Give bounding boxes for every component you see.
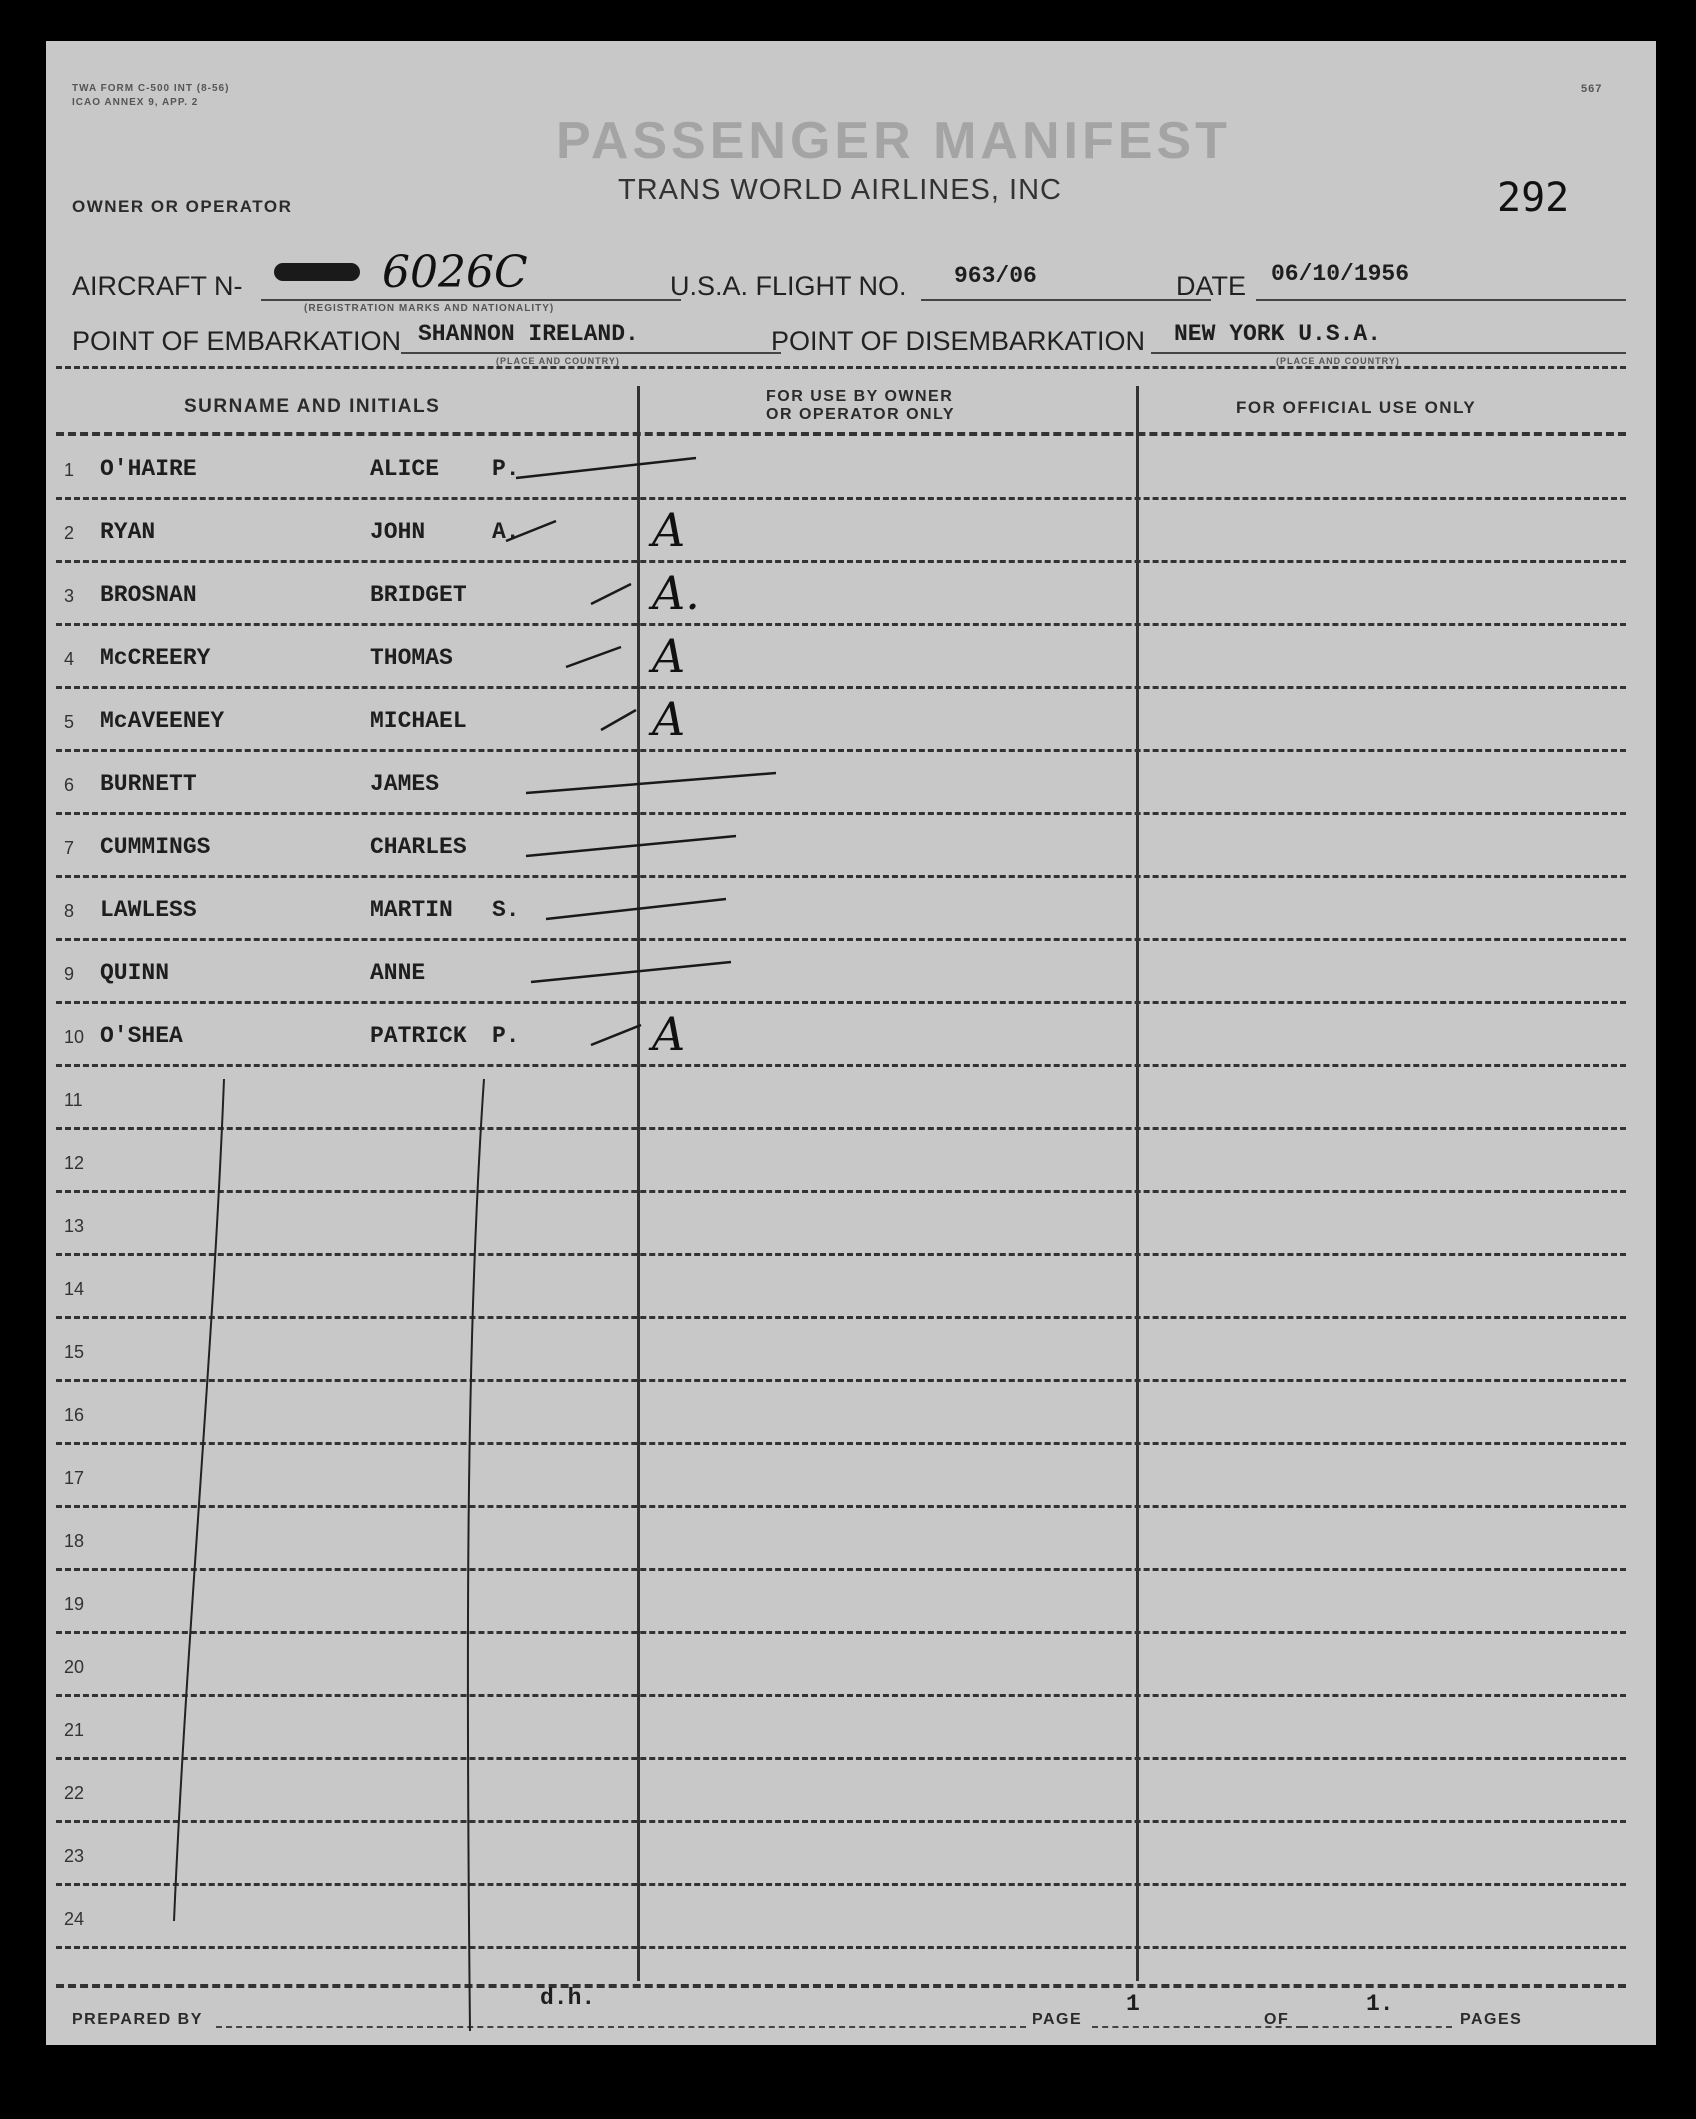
row-number: 18	[64, 1531, 85, 1551]
admission-mark: A	[652, 629, 686, 683]
row-number: 22	[64, 1783, 85, 1803]
row-number: 4	[64, 649, 75, 669]
passenger-surname: O'SHEA	[100, 1023, 183, 1049]
row-number: 11	[64, 1090, 83, 1110]
passenger-given-name: JAMES	[370, 771, 440, 797]
row-number: 23	[64, 1846, 85, 1866]
row-number: 21	[64, 1720, 85, 1740]
page-label: PAGE	[1032, 2011, 1083, 2028]
vertical-ink-stroke-left	[174, 1079, 224, 1921]
ink-dash-stroke	[506, 521, 556, 541]
passenger-given-name: THOMAS	[370, 645, 453, 671]
flight-label: U.S.A. FLIGHT NO.	[670, 271, 907, 301]
registration-note: (REGISTRATION MARKS AND NATIONALITY)	[304, 303, 555, 314]
row-number: 2	[64, 523, 75, 543]
admission-mark: A.	[652, 566, 700, 620]
ink-dash-stroke	[566, 647, 621, 667]
passenger-initial: A.	[492, 519, 520, 545]
ink-dash-stroke	[531, 962, 731, 982]
ink-dash-stroke	[516, 458, 696, 478]
row-number: 19	[64, 1594, 85, 1614]
row-number: 7	[64, 838, 75, 858]
row-number: 24	[64, 1909, 85, 1929]
row-number: 1	[64, 460, 75, 480]
passenger-given-name: ANNE	[370, 960, 426, 986]
disembarkation-label: POINT OF DISEMBARKATION	[771, 326, 1146, 356]
form-id-line2: ICAO ANNEX 9, APP. 2	[72, 97, 199, 108]
manifest-title: PASSENGER MANIFEST	[556, 112, 1231, 170]
ink-dash-stroke	[601, 710, 636, 730]
disembarkation-value: NEW YORK U.S.A.	[1174, 321, 1382, 347]
admission-mark: A	[652, 503, 686, 557]
passenger-initial: P.	[492, 1023, 520, 1049]
passenger-given-name: PATRICK	[370, 1023, 467, 1049]
row-number: 16	[64, 1405, 85, 1425]
vertical-ink-stroke-right	[468, 1079, 484, 2031]
date-value: 06/10/1956	[1271, 261, 1410, 287]
ink-dash-stroke	[591, 584, 631, 604]
of-value: 1.	[1366, 1991, 1394, 2017]
column-owner-use-line1: FOR USE BY OWNER	[766, 388, 954, 405]
passenger-surname: McCREERY	[100, 645, 211, 671]
corner-code: 567	[1581, 83, 1603, 95]
column-surname: SURNAME AND INITIALS	[184, 396, 441, 417]
place-note-embark: (PLACE AND COUNTRY)	[496, 356, 620, 366]
flight-value: 963/06	[954, 263, 1037, 289]
passenger-given-name: BRIDGET	[370, 582, 467, 608]
passenger-given-name: MICHAEL	[370, 708, 467, 734]
row-number: 10	[64, 1027, 85, 1047]
passenger-surname: BURNETT	[100, 771, 197, 797]
row-number: 17	[64, 1468, 85, 1488]
passenger-surname: CUMMINGS	[100, 834, 211, 860]
row-number: 5	[64, 712, 75, 732]
column-official: FOR OFFICIAL USE ONLY	[1236, 398, 1477, 417]
embarkation-value: SHANNON IRELAND.	[418, 321, 639, 347]
aircraft-value: 6026C	[382, 247, 528, 298]
row-number: 12	[64, 1153, 85, 1173]
passenger-initial: S.	[492, 897, 520, 923]
date-label: DATE	[1176, 271, 1247, 301]
manifest-sheet	[46, 41, 1656, 2045]
passenger-surname: McAVEENEY	[100, 708, 225, 734]
row-number: 20	[64, 1657, 85, 1677]
admission-mark: A	[652, 1007, 686, 1061]
row-number: 14	[64, 1279, 85, 1299]
passenger-surname: O'HAIRE	[100, 456, 197, 482]
ink-dash-stroke	[546, 899, 726, 919]
prepared-by-label: PREPARED BY	[72, 2011, 203, 2028]
place-note-disembark: (PLACE AND COUNTRY)	[1276, 356, 1400, 366]
passenger-given-name: JOHN	[370, 519, 426, 545]
embarkation-label: POINT OF EMBARKATION	[72, 326, 402, 356]
passenger-given-name: CHARLES	[370, 834, 467, 860]
ink-dash-stroke	[526, 773, 776, 793]
pages-label: PAGES	[1460, 2011, 1523, 2028]
company-name: TRANS WORLD AIRLINES, INC	[618, 174, 1062, 206]
of-label: OF	[1264, 2011, 1290, 2028]
passenger-given-name: ALICE	[370, 456, 440, 482]
passenger-initial: P.	[492, 456, 520, 482]
column-owner-use-line2: OR OPERATOR ONLY	[766, 406, 956, 423]
passenger-surname: LAWLESS	[100, 897, 197, 923]
ink-marks	[46, 41, 1656, 2045]
ink-dash-stroke	[526, 836, 736, 856]
passenger-surname: QUINN	[100, 960, 170, 986]
passenger-given-name: MARTIN	[370, 897, 453, 923]
page-value: 1	[1126, 1991, 1140, 2017]
row-number: 9	[64, 964, 75, 984]
ink-dash-stroke	[591, 1025, 641, 1045]
passenger-surname: BROSNAN	[100, 582, 197, 608]
row-number: 13	[64, 1216, 85, 1236]
passenger-surname: RYAN	[100, 519, 156, 545]
aircraft-label: AIRCRAFT N-	[72, 271, 243, 301]
row-number: 15	[64, 1342, 85, 1362]
form-id-line1: TWA FORM C-500 INT (8-56)	[72, 83, 230, 94]
admission-mark: A	[652, 692, 686, 746]
document-number: 292	[1497, 175, 1570, 221]
row-number: 3	[64, 586, 75, 606]
owner-operator-label: OWNER OR OPERATOR	[72, 197, 293, 216]
prepared-by-value: d.h.	[540, 1985, 596, 2011]
row-number: 6	[64, 775, 75, 795]
row-number: 8	[64, 901, 75, 921]
